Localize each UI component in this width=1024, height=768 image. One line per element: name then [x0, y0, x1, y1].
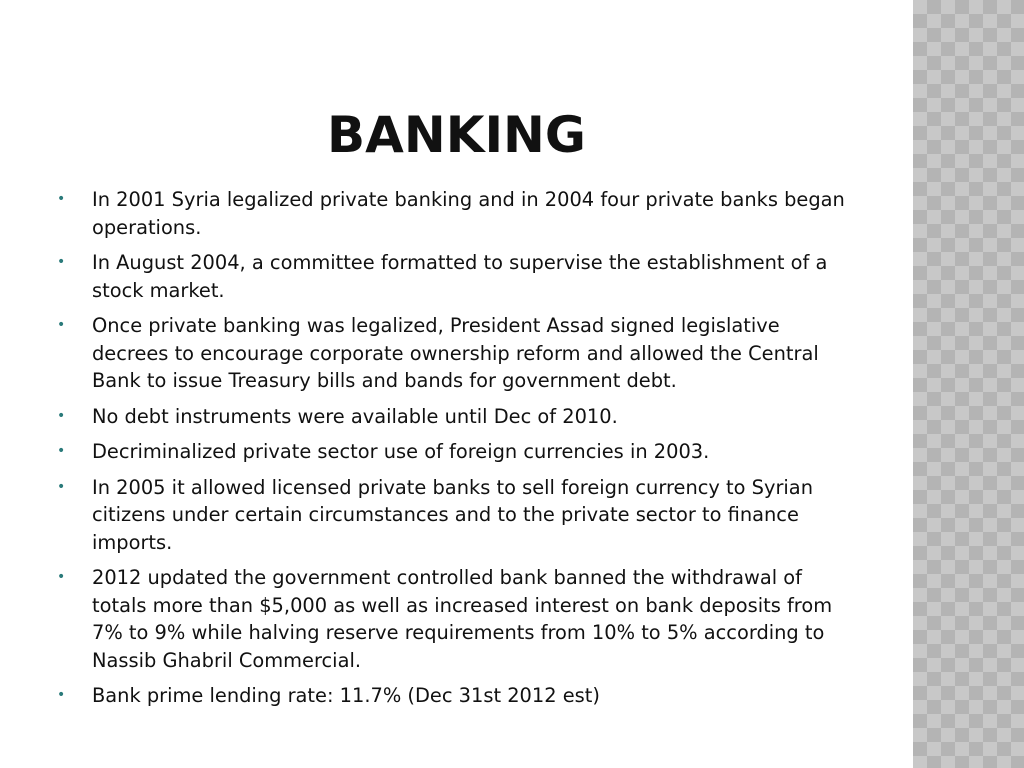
slide-title [0, 103, 913, 167]
bullet-dot-icon: • [57, 407, 66, 424]
bullet-dot-icon: • [57, 191, 66, 207]
bullet-dot-icon: • [57, 254, 66, 270]
bullet-text: Once private banking was legalized, President Assad signed legislative decrees to encourage corporate ownership reform and allowed the Central Bank to issue Treasury bills and bands for government debt. [92, 314, 819, 392]
bullet-item [57, 474, 857, 557]
bullet-text: In August 2004, a committee formatted to supervise the establishment of a stock market. [92, 251, 828, 302]
bullet-text: In 2005 it allowed licensed private banks to sell foreign currency to Syrian citizens under certain circumstances and to the private sector to finance imports. [92, 475, 813, 554]
bullet-text: 2012 updated the government controlled bank banned the withdrawal of totals more than $5,000 as well as increased interest on bank deposits from 7% to 9% while halving reserve requirements from 10% to 5% according to Nassib Ghabril Commercial. [92, 566, 833, 672]
bullet-item [57, 564, 857, 674]
bullet-item [57, 312, 857, 395]
bullet-item [57, 249, 857, 304]
bullet-dot-icon: • [57, 443, 66, 459]
bullet-item [57, 438, 857, 466]
bullet-text: In 2001 Syria legalized private banking and in 2004 four private banks began operations. [92, 188, 845, 239]
bullet-dot-icon: • [57, 317, 66, 333]
bullet-text: Bank prime lending rate: 11.7% (Dec 31st 2012 est) [92, 684, 600, 707]
slide-title-text: BANKING [327, 106, 586, 164]
bullet-item [57, 186, 857, 241]
bullet-dot-icon: • [57, 569, 66, 585]
bullet-text: Decriminalized private sector use of foreign currencies in 2003. [92, 440, 710, 463]
bullet-dot-icon: • [57, 478, 66, 495]
bullet-item [57, 403, 857, 431]
bullet-item [57, 682, 857, 710]
decorative-sidebar-pattern [913, 0, 1024, 768]
bullet-list [57, 186, 857, 718]
bullet-text: No debt instruments were available until Dec of 2010. [92, 404, 618, 428]
bullet-dot-icon: • [57, 687, 66, 703]
